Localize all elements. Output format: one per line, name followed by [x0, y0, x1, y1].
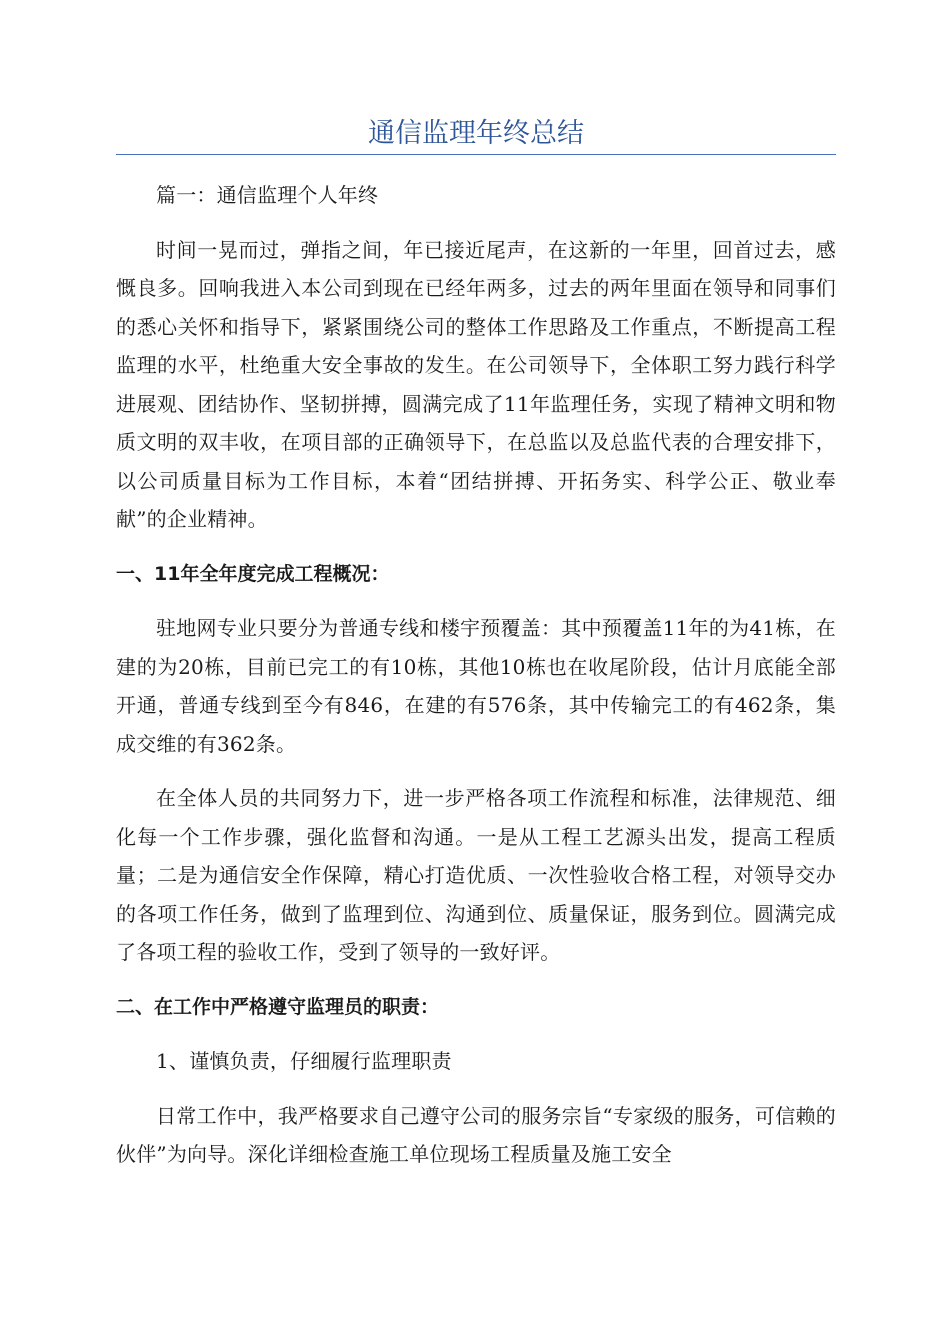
- title-underline: [116, 154, 836, 155]
- section-subtitle: 篇一：通信监理个人年终: [156, 183, 379, 207]
- intro-paragraph: 时间一晃而过，弹指之间，年已接近尾声，在这新的一年里，回首过去，感慨良多。回响我进入本公司到现在已经年两多，过去的两年里面在领导和同事们的悉心关怀和指导下，紧紧围绕公司的整体工作思路及工作重点，不断提高工程监理的水平，杜绝重大安全事故的发生。在公司领导下，全体职工努力践行科学进展观、团结协作、坚韧拼搏，圆满完成了11年监理任务，实现了精神文明和物质文明的双丰收，在项目部的正确领导下，在总监以及总监代表的合理安排下，以公司质量目标为工作目标，本着“团结拼搏、开拓务实、科学公正、敬业奉献”的企业精神。: [116, 237, 836, 531]
- document-title: 通信监理年终总结: [368, 118, 584, 149]
- section-heading-2: 二、在工作中严格遵守监理员的职责：: [116, 995, 440, 1018]
- daily-work-paragraph: 日常工作中，我严格要求自己遵守公司的服务宗旨“专家级的服务，可信赖的伙伴”为向导。深化详细检查施工单位现场工程质量及施工安全: [116, 1103, 836, 1166]
- subsection-heading-1: 1、谨慎负责，仔细履行监理职责: [156, 1049, 452, 1073]
- section-heading-1: 一、11年全年度完成工程概况：: [116, 562, 390, 585]
- teamwork-paragraph: 在全体人员的共同努力下，进一步严格各项工作流程和标准，法律规范、细化每一个工作步骤，强化监督和沟通。一是从工程工艺源头出发，提高工程质量；二是为通信安全作保障，精心打造优质、一次性验收合格工程，对领导交办的各项工作任务，做到了监理到位、沟通到位、质量保证，服务到位。圆满完成了各项工程的验收工作，受到了领导的一致好评。: [116, 786, 836, 964]
- document-body: [116, 176, 836, 1190]
- project-overview-paragraph: 驻地网专业只要分为普通专线和楼宇预覆盖：其中预覆盖11年的为41栋，在建的为20栋，目前已完工的有10栋，其他10栋也在收尾阶段，估计月底能全部开通，普通专线到至今有846，在建的有576条，其中传输完工的有462条，集成交维的有362条。: [116, 616, 836, 756]
